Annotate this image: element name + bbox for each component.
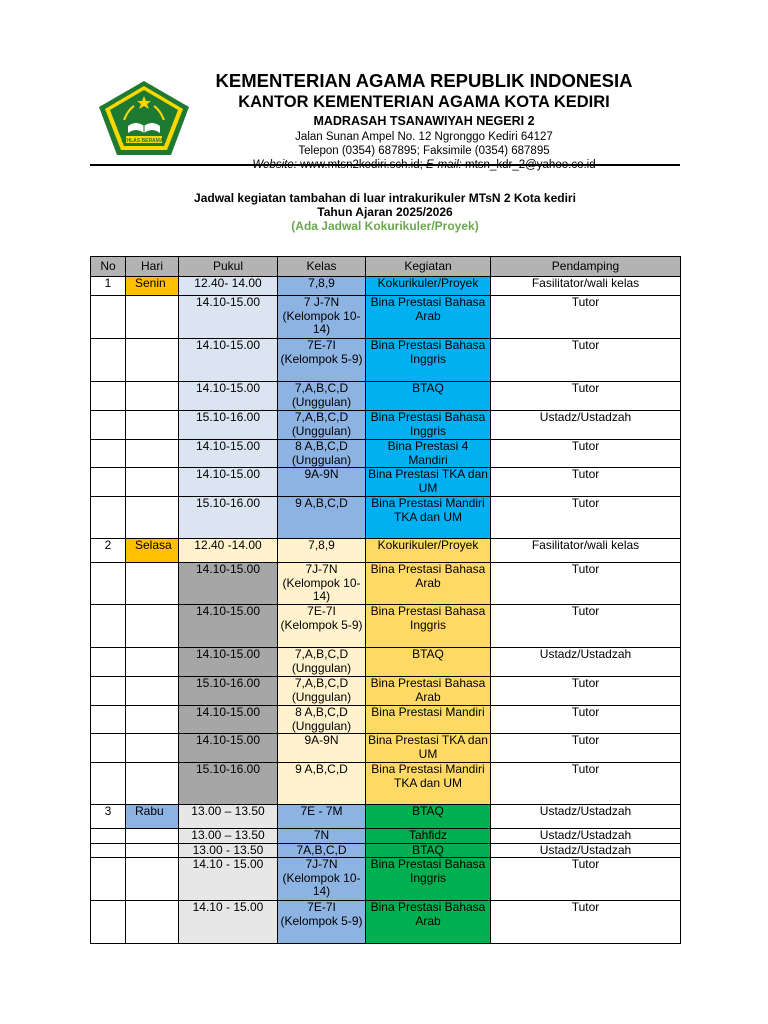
row-kelas: 7J-7N (Kelompok 10-14) <box>278 563 366 605</box>
row-kegiatan: Bina Prestasi Bahasa Inggris <box>366 605 491 648</box>
svg-text:IKHLAS BERAMAL: IKHLAS BERAMAL <box>121 138 167 144</box>
document-heading <box>90 191 680 233</box>
row-no-empty <box>91 858 126 901</box>
schedule-table <box>90 256 681 944</box>
document-title: Jadwal kegiatan tambahan di luar intrakurikuler MTsN 2 Kota kediri <box>194 191 576 205</box>
row-kelas: 7,8,9 <box>278 539 366 563</box>
row-pukul: 14.10 - 15.00 <box>179 858 278 901</box>
row-hari-empty <box>126 901 179 944</box>
row-kelas: 7E - 7M <box>278 805 366 829</box>
row-kegiatan: Bina Prestasi Bahasa Inggris <box>366 411 491 440</box>
row-pendamping: Tutor <box>491 706 681 734</box>
row-kegiatan: BTAQ <box>366 805 491 829</box>
row-pendamping: Ustadz/Ustadzah <box>491 843 681 858</box>
row-pendamping: Tutor <box>491 382 681 411</box>
row-no-empty <box>91 563 126 605</box>
table-row <box>91 648 681 677</box>
row-no-empty <box>91 901 126 944</box>
row-pendamping: Tutor <box>491 763 681 805</box>
row-hari-empty <box>126 829 179 844</box>
website-label: Website: <box>252 159 297 171</box>
row-pendamping: Tutor <box>491 677 681 706</box>
table-row <box>91 858 681 901</box>
office-name: KANTOR KEMENTERIAN AGAMA KOTA KEDIRI <box>238 93 610 111</box>
row-no-empty <box>91 411 126 440</box>
row-pendamping: Tutor <box>491 440 681 468</box>
row-pukul: 13.00 – 13.50 <box>179 829 278 844</box>
row-kelas: 7,A,B,C,D (Unggulan) <box>278 677 366 706</box>
row-no-empty <box>91 677 126 706</box>
table-row <box>91 277 681 296</box>
website-link[interactable]: www.mtsn2kediri.sch.id; <box>300 159 423 171</box>
row-pendamping: Tutor <box>491 901 681 944</box>
row-kelas: 9A-9N <box>278 468 366 497</box>
row-kegiatan: Bina Prestasi TKA dan UM <box>366 468 491 497</box>
row-pukul: 14.10-15.00 <box>179 648 278 677</box>
row-kelas: 7,A,B,C,D (Unggulan) <box>278 382 366 411</box>
row-kegiatan: Tahfidz <box>366 829 491 844</box>
table-row <box>91 440 681 468</box>
row-kegiatan: Bina Prestasi Bahasa Arab <box>366 296 491 339</box>
row-no-empty <box>91 648 126 677</box>
row-pukul: 14.10 - 15.00 <box>179 901 278 944</box>
row-kelas: 8 A,B,C,D (Unggulan) <box>278 706 366 734</box>
table-row <box>91 677 681 706</box>
row-hari: Senin <box>126 277 179 296</box>
row-pendamping: Tutor <box>491 858 681 901</box>
table-header-row <box>91 257 681 277</box>
row-hari-empty <box>126 440 179 468</box>
row-kegiatan: Bina Prestasi Bahasa Arab <box>366 901 491 944</box>
row-pukul: 14.10-15.00 <box>179 468 278 497</box>
row-pukul: 15.10-16.00 <box>179 411 278 440</box>
table-row <box>91 296 681 339</box>
row-pendamping: Tutor <box>491 497 681 539</box>
header-kelas: Kelas <box>278 257 366 277</box>
ministry-name: KEMENTERIAN AGAMA REPUBLIK INDONESIA <box>215 70 633 91</box>
row-pukul: 13.00 - 13.50 <box>179 843 278 858</box>
row-hari-empty <box>126 706 179 734</box>
row-pendamping: Ustadz/Ustadzah <box>491 829 681 844</box>
row-kelas: 9 A,B,C,D <box>278 497 366 539</box>
row-no-empty <box>91 468 126 497</box>
document-note: (Ada Jadwal Kokurikuler/Proyek) <box>291 219 479 233</box>
row-pukul: 15.10-16.00 <box>179 677 278 706</box>
row-no: 3 <box>91 805 126 829</box>
row-no-empty <box>91 706 126 734</box>
school-phone: Telepon (0354) 687895; Faksimile (0354) 687895 <box>298 145 550 157</box>
row-pukul: 15.10-16.00 <box>179 497 278 539</box>
row-kegiatan: BTAQ <box>366 648 491 677</box>
table-row <box>91 763 681 805</box>
table-row <box>91 497 681 539</box>
row-kelas: 7J-7N (Kelompok 10-14) <box>278 858 366 901</box>
row-kegiatan: BTAQ <box>366 382 491 411</box>
header-hari: Hari <box>126 257 179 277</box>
header-kegiatan: Kegiatan <box>366 257 491 277</box>
school-name: MADRASAH TSANAWIYAH NEGERI 2 <box>313 114 535 128</box>
row-hari-empty <box>126 605 179 648</box>
row-pukul: 12.40 -14.00 <box>179 539 278 563</box>
row-kelas: 7E-7I (Kelompok 5-9) <box>278 901 366 944</box>
row-pukul: 14.10-15.00 <box>179 382 278 411</box>
row-pendamping: Tutor <box>491 468 681 497</box>
row-pendamping: Fasilitator/wali kelas <box>491 277 681 296</box>
row-no-empty <box>91 843 126 858</box>
row-pukul: 14.10-15.00 <box>179 706 278 734</box>
row-pukul: 15.10-16.00 <box>179 763 278 805</box>
row-pukul: 14.10-15.00 <box>179 440 278 468</box>
row-hari-empty <box>126 858 179 901</box>
row-kegiatan: Bina Prestasi Bahasa Arab <box>366 563 491 605</box>
row-no-empty <box>91 763 126 805</box>
letterhead <box>190 70 658 172</box>
row-hari-empty <box>126 339 179 382</box>
row-kegiatan: Bina Prestasi TKA dan UM <box>366 734 491 763</box>
row-no-empty <box>91 339 126 382</box>
row-no-empty <box>91 497 126 539</box>
row-hari-empty <box>126 497 179 539</box>
row-pendamping: Tutor <box>491 563 681 605</box>
table-row <box>91 901 681 944</box>
row-pendamping: Tutor <box>491 339 681 382</box>
row-hari: Selasa <box>126 539 179 563</box>
row-kelas: 7N <box>278 829 366 844</box>
table-row <box>91 734 681 763</box>
table-row <box>91 805 681 829</box>
row-pukul: 13.00 – 13.50 <box>179 805 278 829</box>
table-row <box>91 829 681 844</box>
row-no: 2 <box>91 539 126 563</box>
table-row <box>91 706 681 734</box>
row-hari-empty <box>126 296 179 339</box>
row-kelas: 7E-7I (Kelompok 5-9) <box>278 605 366 648</box>
row-hari-empty <box>126 563 179 605</box>
row-kegiatan: Bina Prestasi Bahasa Inggris <box>366 339 491 382</box>
row-hari-empty <box>126 677 179 706</box>
email-label: E-mail: <box>426 159 462 171</box>
header-pendamping: Pendamping <box>491 257 681 277</box>
row-pendamping: Ustadz/Ustadzah <box>491 411 681 440</box>
row-pukul: 14.10-15.00 <box>179 563 278 605</box>
table-row <box>91 843 681 858</box>
row-kegiatan: Bina Prestasi Mandiri <box>366 706 491 734</box>
row-hari-empty <box>126 411 179 440</box>
row-hari-empty <box>126 843 179 858</box>
kemenag-emblem-icon <box>98 80 190 156</box>
row-pukul: 14.10-15.00 <box>179 605 278 648</box>
row-kegiatan: Bina Prestasi Bahasa Inggris <box>366 858 491 901</box>
table-row <box>91 468 681 497</box>
row-kelas: 7,A,B,C,D (Unggulan) <box>278 648 366 677</box>
row-hari: Rabu <box>126 805 179 829</box>
row-kegiatan: Kokurikuler/Proyek <box>366 277 491 296</box>
table-row <box>91 339 681 382</box>
row-pendamping: Ustadz/Ustadzah <box>491 805 681 829</box>
table-row <box>91 563 681 605</box>
row-pendamping: Ustadz/Ustadzah <box>491 648 681 677</box>
row-hari-empty <box>126 763 179 805</box>
row-pendamping: Tutor <box>491 734 681 763</box>
row-kelas: 7,8,9 <box>278 277 366 296</box>
row-pendamping: Fasilitator/wali kelas <box>491 539 681 563</box>
row-no-empty <box>91 605 126 648</box>
row-kelas: 9A-9N <box>278 734 366 763</box>
row-pukul: 14.10-15.00 <box>179 296 278 339</box>
kemenag-emblem <box>98 80 190 156</box>
row-pukul: 14.10-15.00 <box>179 339 278 382</box>
row-no-empty <box>91 440 126 468</box>
row-kegiatan: Kokurikuler/Proyek <box>366 539 491 563</box>
letterhead-divider <box>90 164 680 166</box>
table-row <box>91 539 681 563</box>
row-no-empty <box>91 734 126 763</box>
table-row <box>91 411 681 440</box>
row-no: 1 <box>91 277 126 296</box>
row-kegiatan: Bina Prestasi Bahasa Arab <box>366 677 491 706</box>
row-kelas: 7E-7I (Kelompok 5-9) <box>278 339 366 382</box>
row-hari-empty <box>126 734 179 763</box>
row-kegiatan: BTAQ <box>366 843 491 858</box>
row-no-empty <box>91 296 126 339</box>
row-kegiatan: Bina Prestasi Mandiri TKA dan UM <box>366 497 491 539</box>
row-kegiatan: Bina Prestasi 4 Mandiri <box>366 440 491 468</box>
header-pukul: Pukul <box>179 257 278 277</box>
row-pukul: 14.10-15.00 <box>179 734 278 763</box>
row-pukul: 12.40- 14.00 <box>179 277 278 296</box>
row-pendamping: Tutor <box>491 605 681 648</box>
row-hari-empty <box>126 382 179 411</box>
school-address: Jalan Sunan Ampel No. 12 Ngronggo Kediri 64127 <box>295 131 553 143</box>
schedule-body <box>91 277 681 944</box>
row-kelas: 7,A,B,C,D (Unggulan) <box>278 411 366 440</box>
row-pendamping: Tutor <box>491 296 681 339</box>
email-link[interactable]: mtsn_kdr_2@yahoo.co.id <box>465 159 596 171</box>
header-no: No <box>91 257 126 277</box>
row-no-empty <box>91 382 126 411</box>
academic-year: Tahun Ajaran 2025/2026 <box>317 205 453 219</box>
row-kegiatan: Bina Prestasi Mandiri TKA dan UM <box>366 763 491 805</box>
row-kelas: 9 A,B,C,D <box>278 763 366 805</box>
row-kelas: 7 J-7N (Kelompok 10-14) <box>278 296 366 339</box>
row-kelas: 8 A,B,C,D (Unggulan) <box>278 440 366 468</box>
row-hari-empty <box>126 468 179 497</box>
row-no-empty <box>91 829 126 844</box>
table-row <box>91 382 681 411</box>
row-hari-empty <box>126 648 179 677</box>
table-row <box>91 605 681 648</box>
row-kelas: 7A,B,C,D <box>278 843 366 858</box>
